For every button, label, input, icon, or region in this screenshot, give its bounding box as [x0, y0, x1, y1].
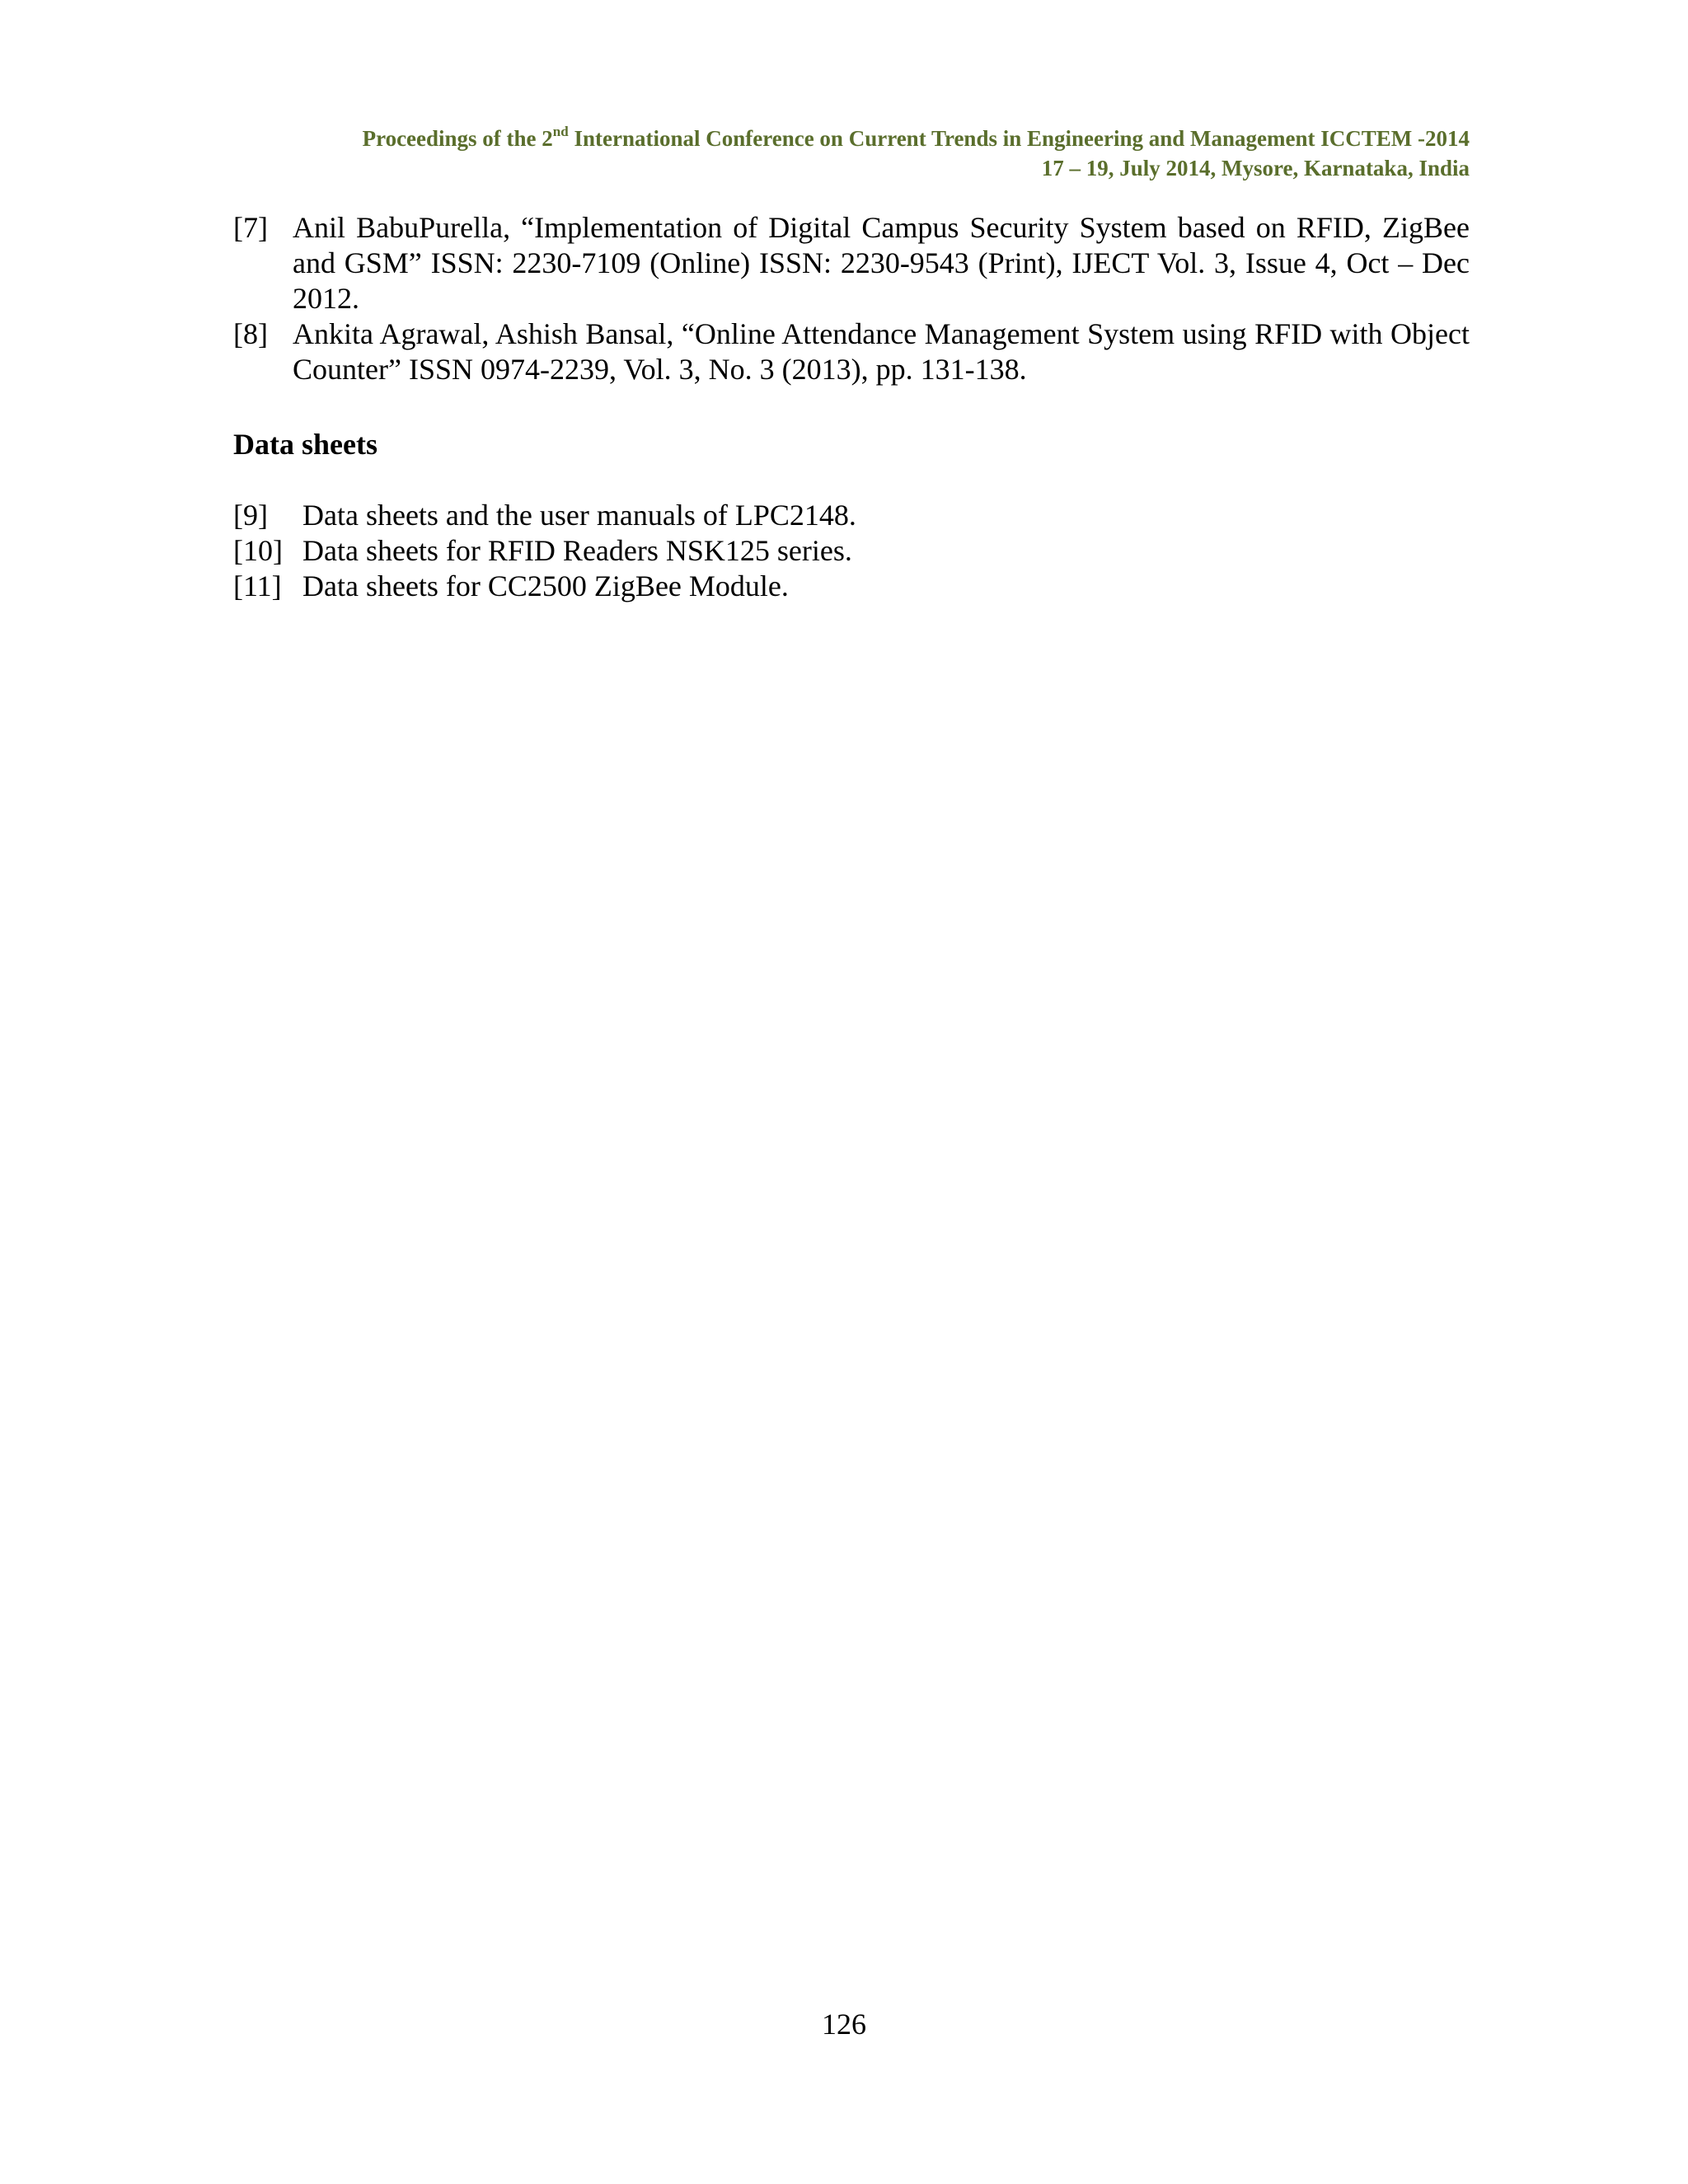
reference-number: [7]: [233, 211, 268, 244]
page-number: 126: [822, 2008, 866, 2041]
header-ordinal-suffix: nd: [552, 124, 569, 139]
section-heading-data-sheets: Data sheets: [233, 428, 377, 461]
datasheet-item-9: [233, 498, 1470, 533]
reference-number: [8]: [233, 317, 268, 350]
reference-text: Data sheets and the user manuals of LPC2148.: [302, 499, 856, 532]
header-line-2: 17 – 19, July 2014, Mysore, Karnataka, India: [1041, 156, 1470, 180]
reference-text: Data sheets for CC2500 ZigBee Module.: [302, 569, 789, 602]
reference-text: Anil BabuPurella, “Implementation of Digital Campus Security System based on RFID, ZigBee and GSM” ISSN: 2230-7109 (Online) ISSN: 2230-9543 (Print), IJECT Vol. 3, Issue 4, Oct – Dec 2012.: [293, 211, 1470, 315]
reference-text: Data sheets for RFID Readers NSK125 series.: [302, 534, 852, 567]
reference-number: [11]: [233, 569, 282, 602]
running-header: [151, 124, 1470, 183]
datasheet-item-10: [233, 533, 1470, 569]
reference-item-7: [233, 210, 1470, 316]
header-line-1: [151, 124, 1470, 153]
reference-item-8: [233, 316, 1470, 387]
reference-number: [9]: [233, 499, 268, 532]
reference-number: [10]: [233, 534, 283, 567]
reference-text: Ankita Agrawal, Ashish Bansal, “Online Attendance Management System using RFID with Object Counter” ISSN 0974-2239, Vol. 3, No. 3 (2013), pp. 131-138.: [293, 317, 1470, 386]
header-line-1-prefix: Proceedings of the 2: [362, 126, 553, 151]
reference-list: [233, 210, 1470, 387]
datasheet-item-11: [233, 569, 1470, 604]
header-line-1-suffix: International Conference on Current Trends in Engineering and Management ICCTEM -2014: [568, 126, 1470, 151]
datasheet-list: [233, 498, 1470, 604]
